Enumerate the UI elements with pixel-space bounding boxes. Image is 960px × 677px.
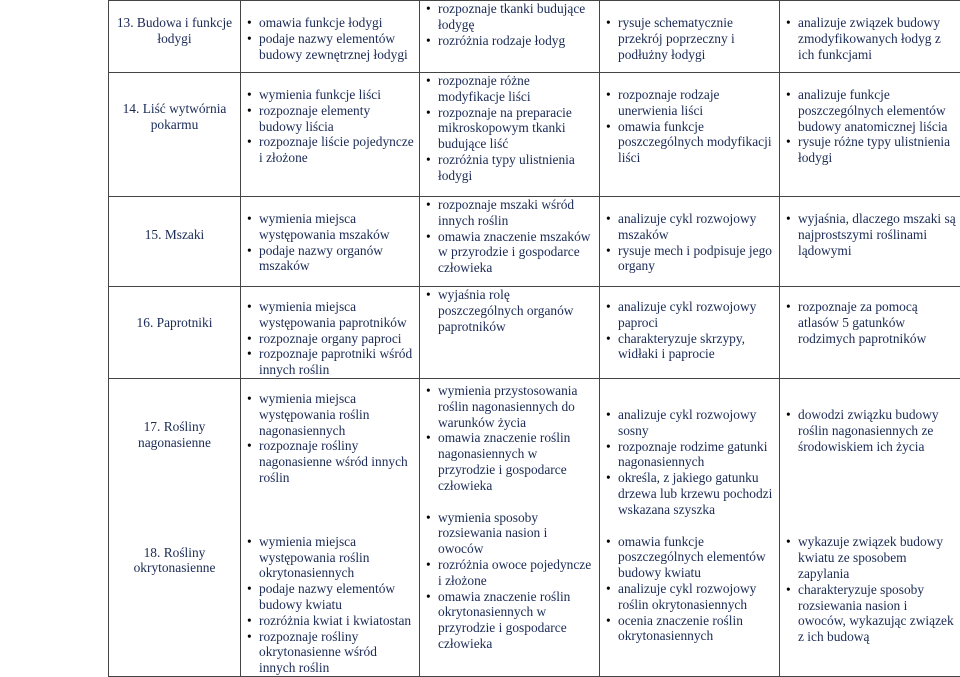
requirements-cell [780,73,960,197]
requirements-cell [241,1,420,73]
list-item: • analizuje funkcje poszczególnych elementów budowy anatomicznej liścia [784,87,956,134]
list-item: • rozróżnia typy ulistnienia łodygi [424,152,595,184]
list-item: • rozpoznaje paprotniki wśród innych roślin [245,346,415,378]
topic-title: 18. Rośliny okrytonasienne [113,545,236,577]
topic-title: 16. Paprotniki [137,315,213,330]
list-item: • podaje nazwy organów mszaków [245,243,415,275]
list-item: • wymienia miejsca występowania paprotników [245,299,415,331]
list-item: • rozpoznaje mszaki wśród innych roślin [424,197,595,229]
topic-title: 17. Rośliny nagonasienne [113,419,236,451]
table-row [109,287,960,379]
table-row [109,378,960,676]
topic-cell [109,287,241,379]
requirements-cell [241,287,420,379]
requirements-cell [241,378,420,676]
topic-cell [109,378,241,676]
requirements-table [108,0,960,677]
list-item: • rozróżnia kwiat i kwiatostan [245,613,415,629]
list-item: • analizuje cykl rozwojowy sosny [604,407,775,439]
topic-cell [109,1,241,73]
list-item: • rozróżnia rodzaje łodyg [424,33,595,49]
list-item: • wymienia funkcje liści [245,87,415,103]
list-item: • ocenia znaczenie roślin okrytonasiennych [604,613,775,645]
requirements-cell [420,1,600,73]
topic-cell [109,73,241,197]
list-item: • rysuje mech i podpisuje jego organy [604,243,775,275]
list-item: • rysuje schematycznie przekrój poprzeczny i podłużny łodygi [604,15,775,62]
list-item: • rozpoznaje rodzime gatunki nagonasiennych [604,439,775,471]
list-item: • rozróżnia owoce pojedyncze i złożone [424,557,595,589]
list-item: • określa, z jakiego gatunku drzewa lub krzewu pochodzi wskazana szyszka [604,470,775,517]
requirements-cell [600,1,780,73]
requirements-cell [420,378,600,676]
list-item: • rozpoznaje elementy budowy liścia [245,103,415,135]
list-item: • omawia funkcje łodygi [245,15,415,31]
requirements-cell [780,1,960,73]
list-item: • wymienia miejsca występowania roślin nagonasiennych [245,391,415,438]
list-item: • omawia znaczenie roślin nagonasiennych w przyrodzie i gospodarce człowieka [424,430,595,493]
list-item: • podaje nazwy elementów budowy kwiatu [245,581,415,613]
table-row [109,1,960,73]
table-row [109,197,960,287]
list-item: • rozpoznaje liście pojedyncze i złożone [245,134,415,166]
list-item: • analizuje cykl rozwojowy roślin okrytonasiennych [604,581,775,613]
requirements-cell [780,197,960,287]
requirements-cell [420,287,600,379]
list-item: • wymienia miejsca występowania roślin okrytonasiennych [245,534,415,581]
requirements-cell [420,197,600,287]
list-item: • wykazuje związek budowy kwiatu ze sposobem zapylania [784,534,956,581]
table-row [109,73,960,197]
list-item: • podaje nazwy elementów budowy zewnętrznej łodygi [245,31,415,63]
list-item: • rozpoznaje różne modyfikacje liści [424,73,595,105]
list-item: • rozpoznaje rośliny nagonasienne wśród innych roślin [245,438,415,485]
list-item: • charakteryzuje sposoby rozsiewania nasion i owoców, wykazując związek z ich budową [784,582,956,645]
requirements-cell [241,73,420,197]
topic-title: 13. Budowa i funkcje łodygi [117,15,232,46]
requirements-cell [600,378,780,676]
list-item: • rysuje różne typy ulistnienia łodygi [784,134,956,166]
list-item: • rozpoznaje tkanki budujące łodygę [424,1,595,33]
list-item: • omawia funkcje poszczególnych elementów budowy kwiatu [604,534,775,581]
list-item: • wymienia sposoby rozsiewania nasion i owoców [424,510,595,557]
list-item: • rozpoznaje na preparacie mikroskopowym tkanki budujące liść [424,105,595,152]
topic-cell [109,197,241,287]
list-item: • omawia znaczenie mszaków w przyrodzie i gospodarce człowieka [424,229,595,276]
requirements-cell [241,197,420,287]
list-item: • rozpoznaje rośliny okrytonasienne wśród innych roślin [245,629,415,676]
requirements-cell [420,73,600,197]
list-item: • wymienia przystosowania roślin nagonasiennych do warunków życia [424,383,595,430]
requirements-cell [600,197,780,287]
list-item: • charakteryzuje skrzypy, widłaki i paprocie [604,331,775,363]
requirements-cell [780,378,960,676]
requirements-cell [600,287,780,379]
list-item: • omawia znaczenie roślin okrytonasiennych w przyrodzie i gospodarce człowieka [424,589,595,652]
list-item: • omawia funkcje poszczególnych modyfikacji liści [604,119,775,166]
list-item: • rozpoznaje za pomocą atlasów 5 gatunków rodzimych paprotników [784,299,956,346]
topic-title: 14. Liść wytwórnia pokarmu [123,101,227,132]
list-item: • wyjaśnia rolę poszczególnych organów paprotników [424,287,595,334]
requirements-cell [780,287,960,379]
list-item: • wyjaśnia, dlaczego mszaki są najprostszymi roślinami lądowymi [784,211,956,258]
topic-title: 15. Mszaki [145,227,205,242]
list-item: • dowodzi związku budowy roślin nagonasiennych ze środowiskiem ich życia [784,407,956,454]
list-item: • rozpoznaje organy paproci [245,331,415,347]
list-item: • analizuje cykl rozwojowy paproci [604,299,775,331]
requirements-cell [600,73,780,197]
list-item: • rozpoznaje rodzaje unerwienia liści [604,87,775,119]
list-item: • wymienia miejsca występowania mszaków [245,211,415,243]
list-item: • analizuje cykl rozwojowy mszaków [604,211,775,243]
list-item: • analizuje związek budowy zmodyfikowanych łodyg z ich funkcjami [784,15,956,62]
